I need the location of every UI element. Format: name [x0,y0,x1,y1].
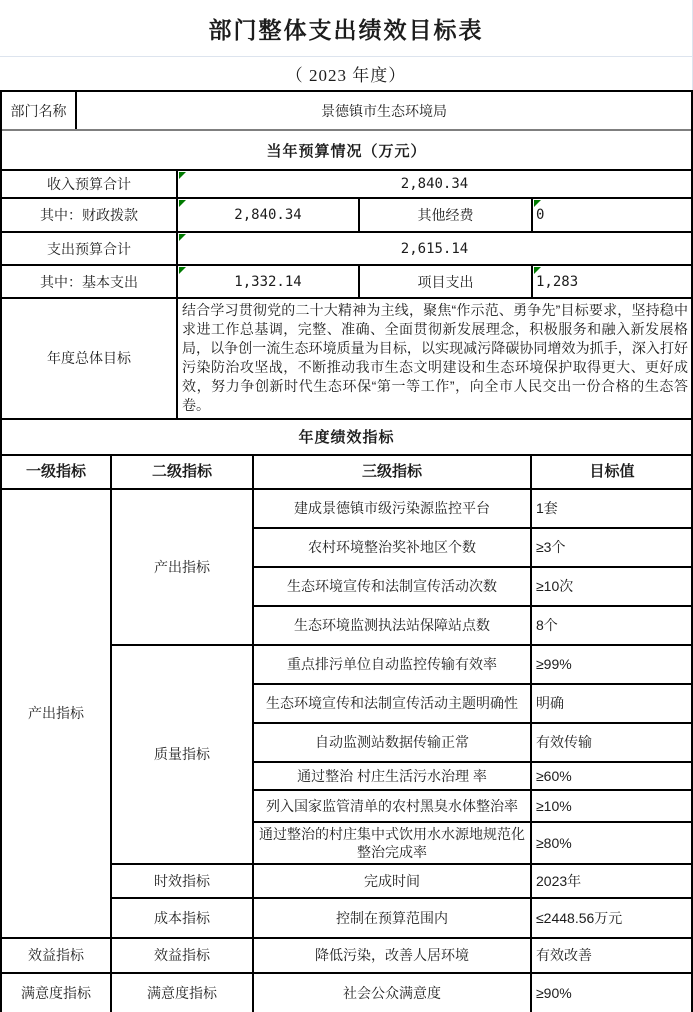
target-value-cell: ≥80% [532,823,691,865]
col-header-target: 目标值 [532,456,691,490]
target-value-cell: 8个 [532,607,691,646]
other-funds-value: 0 [533,199,691,233]
level2-satisfaction-indicator: 满意度指标 [112,974,254,1012]
indicator-name-cell: 通过整治 村庄生活污水治理 率 [254,763,532,791]
income-total-label: 收入预算合计 [2,171,178,199]
department-label: 部门名称 [2,92,77,129]
indicator-name-cell: 列入国家监管清单的农村黑臭水体整治率 [254,791,532,823]
col-header-level3: 三级指标 [254,456,532,490]
other-funds-label: 其他经费 [360,199,533,233]
annual-goal-text: 结合学习贯彻党的二十大精神为主线，聚焦“作示范、勇争先”目标要求，坚持稳中求进工作总基调，完整、准确、全面贯彻新发展理念，积极服务和融入新发展格局，以争创一流生态环境质量为目标，以实现减污降碳协同增效为抓手，深入打好污染防治攻坚战，不断推动我市生态文明建设和生态环境保护取得更大、更好成效，努力争创新时代生态环保“第一等工作”，向全市人民交出一份合格的生态答卷。 [182,302,688,414]
document-subtitle: （ 2023 年度） [0,57,693,90]
green-corner-marker-icon [179,267,186,274]
indicator-name-cell: 通过整治的村庄集中式饮用水水源地规范化整治完成率 [254,823,532,865]
performance-section-title: 年度绩效指标 [2,420,691,456]
expense-total-label: 支出预算合计 [2,233,178,266]
target-value-cell: ≥99% [532,646,691,685]
indicator-name-cell: 生态环境宣传和法制宣传活动主题明确性 [254,685,532,724]
annual-goal-label: 年度总体目标 [2,299,178,418]
level1-satisfaction-indicator: 满意度指标 [2,974,112,1012]
level2-output-indicator: 产出指标 [112,490,254,646]
department-row [2,92,691,131]
indicator-name-cell: 建成景德镇市级污染源监控平台 [254,490,532,529]
project-expense-value: 1,283 [533,266,691,299]
target-value-cell: 有效传输 [532,724,691,763]
project-expense-label: 项目支出 [360,266,533,299]
level2-quality-indicator: 质量指标 [112,646,254,865]
annual-goal-row [2,299,691,420]
target-value-cell: ≤2448.56万元 [532,899,691,939]
target-value-cell: 明确 [532,685,691,724]
target-value-cell: 有效改善 [532,939,691,974]
level1-benefit-indicator: 效益指标 [2,939,112,974]
target-value-cell: ≥10次 [532,568,691,607]
table-body [0,90,693,1012]
indicator-name-cell: 农村环境整治奖补地区个数 [254,529,532,568]
fiscal-allocation-label: 其中：财政拨款 [2,199,178,233]
green-corner-marker-icon [179,200,186,207]
target-value-cell: 1套 [532,490,691,529]
level2-timeliness-indicator: 时效指标 [112,865,254,899]
income-total-value: 2,840.34 [178,171,691,199]
col-header-level2: 二级指标 [112,456,254,490]
document-title: 部门整体支出绩效目标表 [0,0,693,57]
level1-output-indicator: 产出指标 [2,490,112,939]
indicator-name-cell: 生态环境宣传和法制宣传活动次数 [254,568,532,607]
indicator-name-cell: 完成时间 [254,865,532,899]
target-value-cell: 2023年 [532,865,691,899]
expense-total-value: 2,615.14 [178,233,691,266]
indicator-table [2,456,691,1012]
basic-expense-label: 其中：基本支出 [2,266,178,299]
target-value-cell: ≥60% [532,763,691,791]
level2-benefit-indicator: 效益指标 [112,939,254,974]
indicator-name-cell: 控制在预算范围内 [254,899,532,939]
indicator-name-cell: 社会公众满意度 [254,974,532,1012]
target-value-cell: ≥3个 [532,529,691,568]
department-value: 景德镇市生态环境局 [321,102,447,119]
budget-section-title: 当年预算情况（万元） [2,131,691,171]
green-corner-marker-icon [534,267,541,274]
green-corner-marker-icon [534,200,541,207]
target-value-cell: ≥10% [532,791,691,823]
green-corner-marker-icon [179,172,186,179]
budget-grid [2,171,691,299]
green-corner-marker-icon [179,234,186,241]
indicator-name-cell: 降低污染，改善人居环境 [254,939,532,974]
level2-cost-indicator: 成本指标 [112,899,254,939]
col-header-level1: 一级指标 [2,456,112,490]
indicator-name-cell: 生态环境监测执法站保障站点数 [254,607,532,646]
basic-expense-value: 1,332.14 [178,266,360,299]
fiscal-allocation-value: 2,840.34 [178,199,360,233]
target-value-cell: ≥90% [536,984,572,1001]
indicator-name-cell: 自动监测站数据传输正常 [254,724,532,763]
indicator-name-cell: 重点排污单位自动监控传输有效率 [254,646,532,685]
